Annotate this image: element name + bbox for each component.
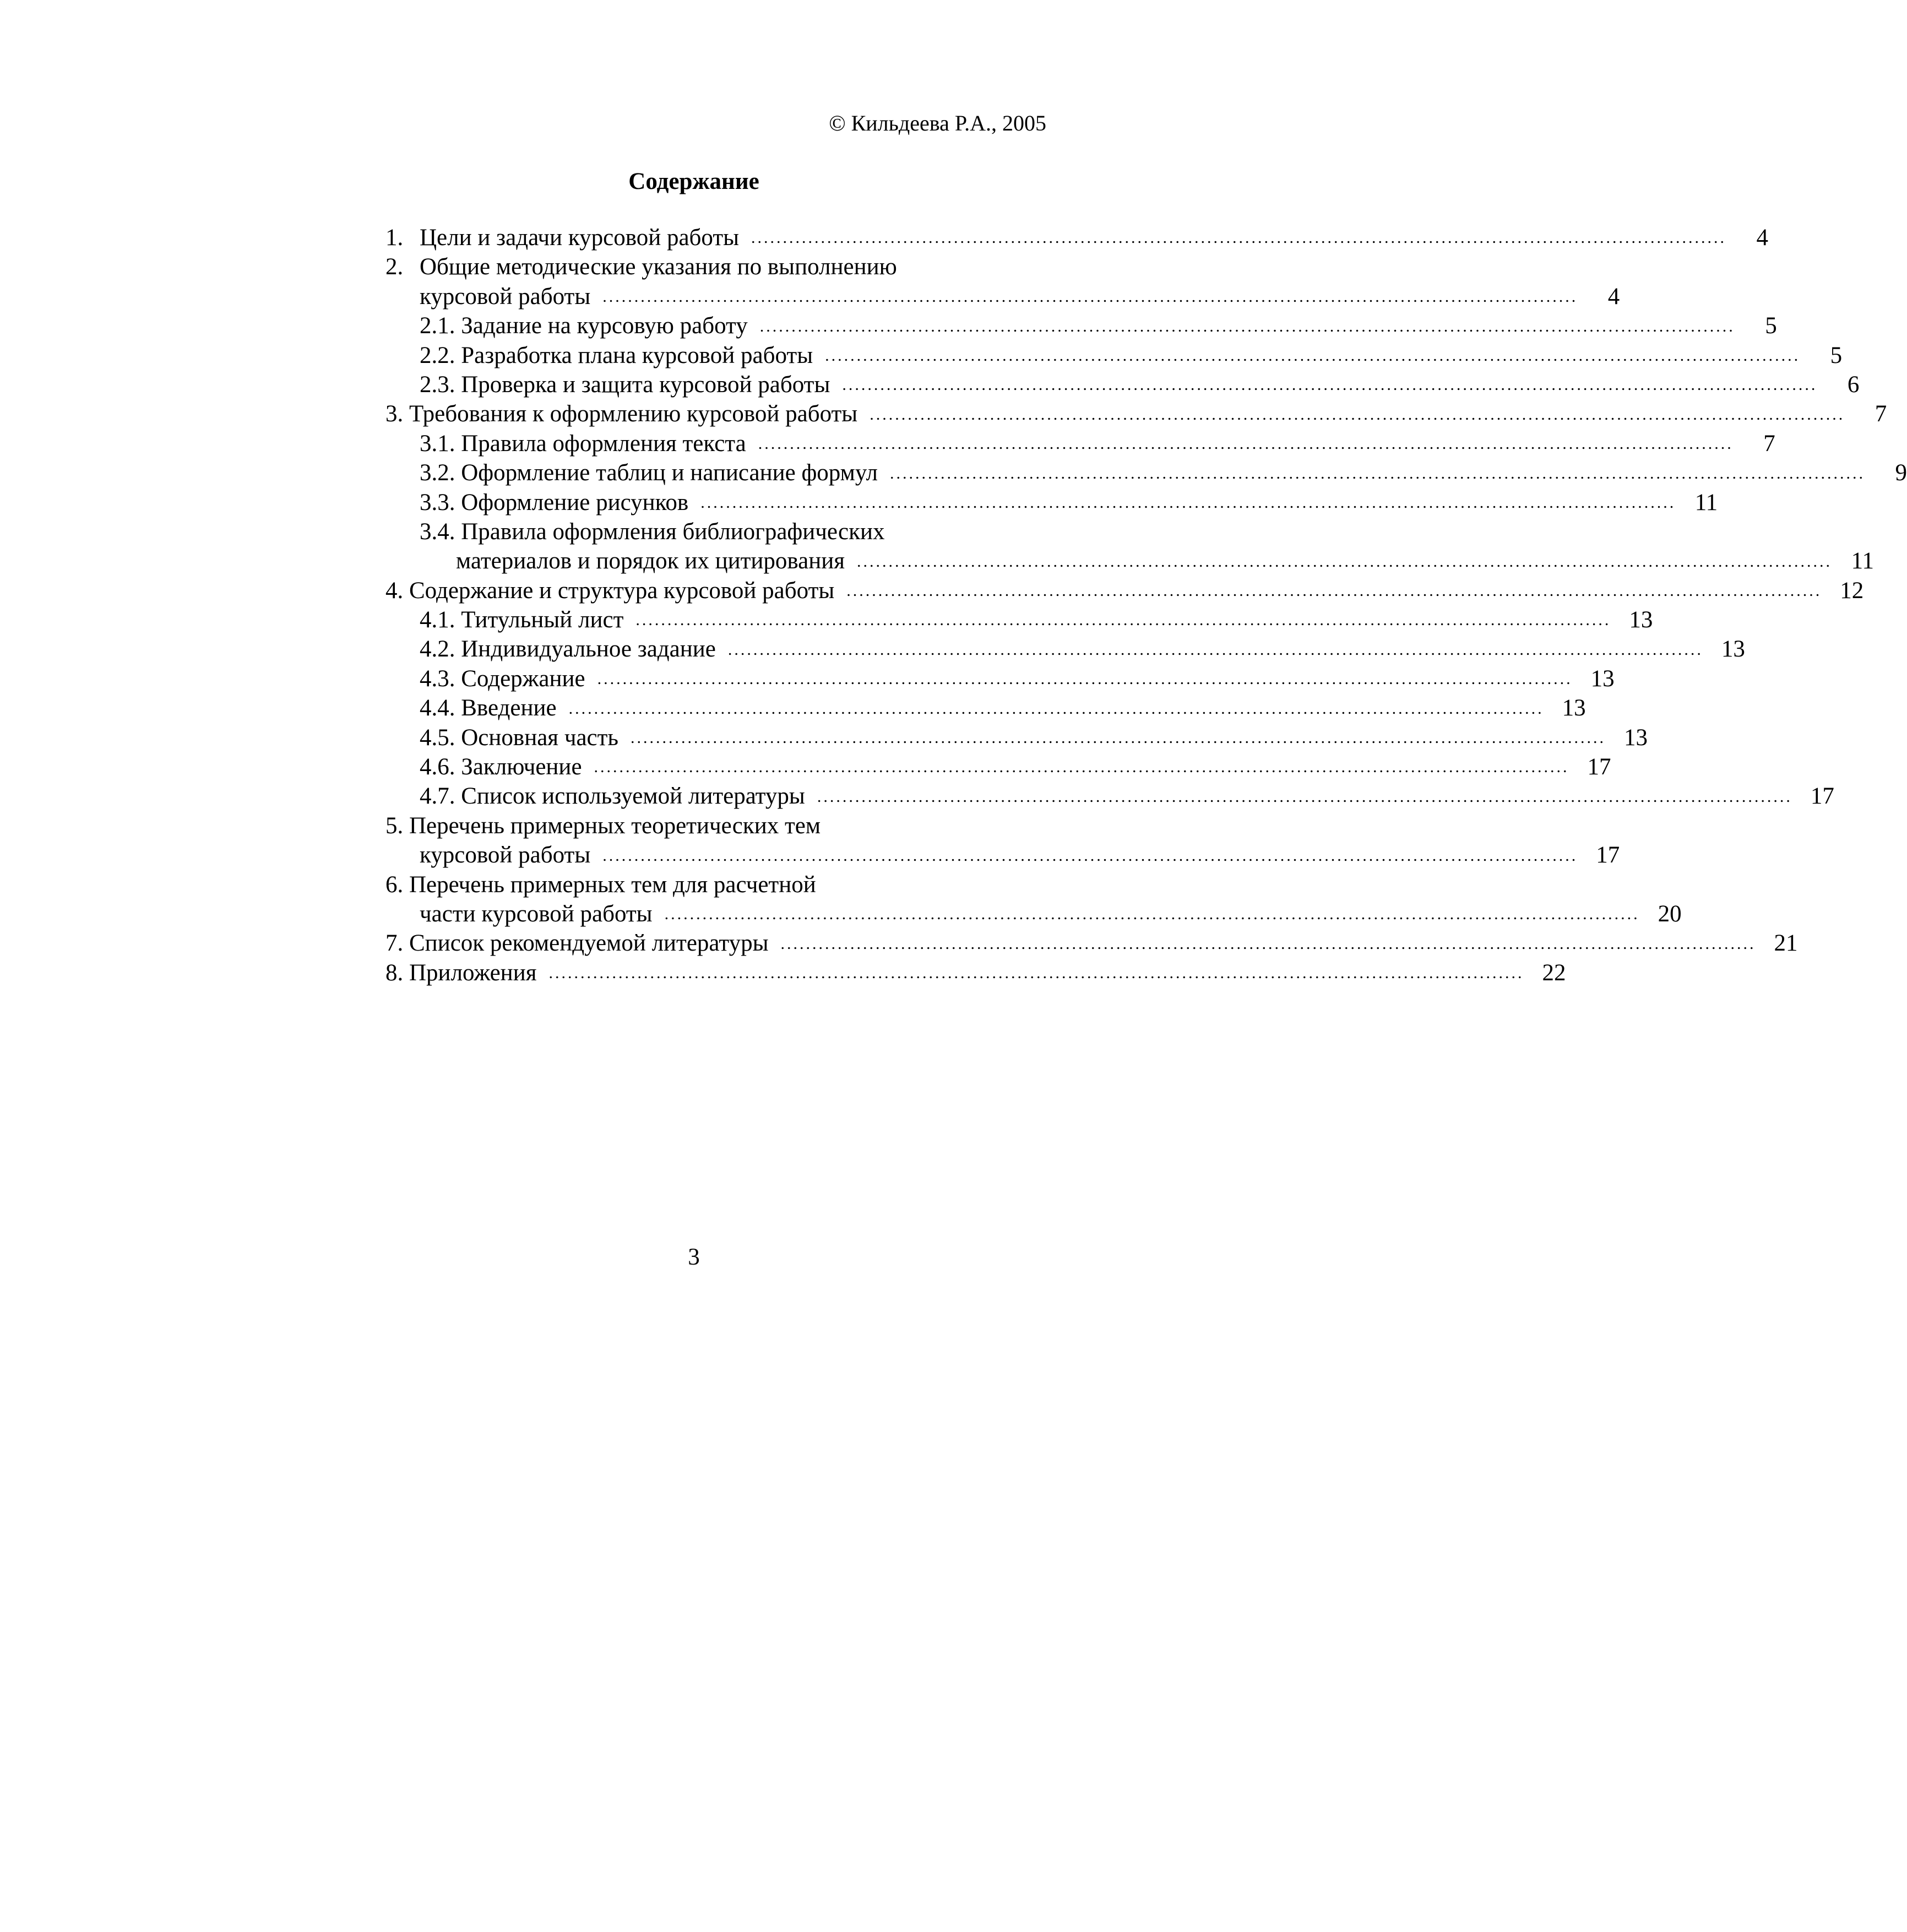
toc-entry[interactable] bbox=[385, 488, 1718, 517]
toc-leader-dots: .......................................................................................................................................................... bbox=[635, 611, 1611, 629]
toc-entry-text: 5. Перечень примерных теоретических тем bbox=[385, 812, 821, 839]
toc-entry-page: 4 bbox=[1607, 283, 1620, 310]
toc-title: Содержание bbox=[628, 169, 759, 194]
toc-entry-page: 7 bbox=[1875, 401, 1887, 427]
toc-entry[interactable] bbox=[385, 782, 1834, 811]
toc-entry-text: 4.6. Заключение bbox=[420, 754, 582, 780]
toc-leader-dots: .......................................................................................................................................................... bbox=[780, 934, 1756, 953]
toc-entry[interactable] bbox=[385, 899, 1682, 929]
toc-entry[interactable] bbox=[385, 399, 1887, 428]
toc-entry-text: курсовой работы bbox=[420, 842, 591, 869]
toc-entry[interactable] bbox=[385, 576, 1864, 605]
toc-leader-dots: .......................................................................................................................................................... bbox=[548, 964, 1524, 983]
toc-entry-text: 7. Список рекомендуемой литературы bbox=[385, 930, 769, 957]
toc-entry-text: 2.3. Проверка и защита курсовой работы bbox=[420, 371, 830, 398]
toc-entry-text: 2.2. Разработка плана курсовой работы bbox=[420, 342, 813, 368]
toc-entry-page: 13 bbox=[1590, 665, 1615, 692]
toc-leader-dots: .......................................................................................................................................................... bbox=[817, 787, 1792, 806]
toc-entry[interactable] bbox=[385, 634, 1745, 664]
toc-entry[interactable] bbox=[385, 252, 1052, 281]
toc-entry-text: 4.4. Введение bbox=[420, 695, 557, 721]
toc-entry-page: 5 bbox=[1830, 342, 1843, 368]
toc-entry-text: 2.1. Задание на курсовую работу bbox=[420, 313, 748, 339]
copyright-notice: © Кильдеева Р.А., 2005 bbox=[829, 111, 1046, 135]
toc-entry[interactable] bbox=[385, 870, 1052, 899]
toc-entry-page: 20 bbox=[1658, 900, 1682, 927]
toc-leader-dots: .......................................................................................................................................................... bbox=[631, 729, 1606, 747]
toc-entry-page: 21 bbox=[1774, 930, 1798, 957]
toc-entry-text: 3.4. Правила оформления библиографических bbox=[420, 518, 885, 545]
toc-entry-text: 4.5. Основная часть bbox=[420, 724, 619, 751]
toc-entry[interactable] bbox=[385, 811, 1052, 840]
toc-entry-text: 3.3. Оформление рисунков bbox=[420, 489, 689, 515]
toc-entry[interactable] bbox=[385, 693, 1586, 723]
toc-entry-page: 9 bbox=[1895, 460, 1907, 486]
toc-entry-page: 13 bbox=[1629, 607, 1653, 633]
toc-entry-page: 5 bbox=[1765, 313, 1777, 339]
toc-entry-text: 3.1. Правила оформления текста bbox=[420, 430, 746, 457]
toc-leader-dots: .......................................................................................................................................................... bbox=[597, 670, 1573, 688]
toc-entry-text: 6. Перечень примерных тем для расчетной bbox=[385, 871, 816, 898]
toc-entry-page: 17 bbox=[1810, 783, 1834, 810]
toc-leader-dots: .......................................................................................................................................................... bbox=[870, 405, 1845, 424]
toc-entry[interactable] bbox=[385, 605, 1653, 634]
toc-entry-page: 17 bbox=[1596, 842, 1620, 869]
toc-entry-page: 6 bbox=[1847, 371, 1860, 398]
page-number: 3 bbox=[688, 1244, 700, 1270]
toc-entry-page: 17 bbox=[1587, 754, 1611, 780]
toc-entry-text: 4.7. Список используемой литературы bbox=[420, 783, 805, 810]
toc-leader-dots: .......................................................................................................................................................... bbox=[602, 287, 1578, 306]
toc-entry[interactable] bbox=[385, 311, 1777, 340]
toc-entry-number: 1. bbox=[385, 224, 404, 251]
toc-entry-text: материалов и порядок их цитирования bbox=[456, 548, 845, 574]
toc-entry[interactable] bbox=[385, 723, 1648, 752]
toc-leader-dots: .......................................................................................................................................................... bbox=[727, 640, 1703, 659]
toc-entry-page: 4 bbox=[1756, 224, 1769, 251]
toc-leader-dots: .......................................................................................................................................................... bbox=[759, 317, 1735, 335]
toc-entry[interactable] bbox=[385, 546, 1875, 576]
toc-entry-text: Цели и задачи курсовой работы bbox=[420, 224, 740, 251]
toc-entry[interactable] bbox=[385, 370, 1860, 399]
toc-entry[interactable] bbox=[385, 840, 1620, 870]
toc-entry-text: 4.3. Содержание bbox=[420, 665, 585, 692]
toc-entry[interactable] bbox=[385, 282, 1620, 311]
toc-entry[interactable] bbox=[385, 223, 1769, 252]
toc-entry[interactable] bbox=[385, 929, 1798, 958]
toc-leader-dots: .......................................................................................................................................................... bbox=[846, 582, 1822, 600]
toc-entry-text: 4. Содержание и структура курсовой работы bbox=[385, 577, 835, 604]
toc-entry[interactable] bbox=[385, 458, 1907, 487]
table-of-contents bbox=[385, 223, 1907, 987]
toc-leader-dots: .......................................................................................................................................................... bbox=[751, 229, 1727, 247]
toc-entry-text: 4.1. Титульный лист bbox=[420, 607, 624, 633]
toc-leader-dots: .......................................................................................................................................................... bbox=[889, 464, 1865, 482]
toc-entry-text: 4.2. Индивидуальное задание bbox=[420, 636, 716, 663]
toc-entry[interactable] bbox=[385, 517, 1052, 546]
toc-leader-dots: .......................................................................................................................................................... bbox=[857, 552, 1833, 571]
toc-entry-page: 11 bbox=[1694, 489, 1718, 515]
toc-entry-text: 3.2. Оформление таблиц и написание формул bbox=[420, 460, 878, 486]
toc-entry[interactable] bbox=[385, 429, 1775, 458]
toc-entry-page: 7 bbox=[1763, 430, 1775, 457]
toc-entry-text: части курсовой работы bbox=[420, 900, 653, 927]
toc-leader-dots: .......................................................................................................................................................... bbox=[842, 376, 1818, 394]
toc-entry-text: курсовой работы bbox=[420, 283, 591, 310]
toc-entry[interactable] bbox=[385, 752, 1611, 782]
toc-entry[interactable] bbox=[385, 341, 1843, 370]
toc-leader-dots: .......................................................................................................................................................... bbox=[825, 346, 1801, 365]
toc-entry[interactable] bbox=[385, 664, 1615, 693]
toc-entry-page: 13 bbox=[1721, 636, 1745, 663]
toc-leader-dots: .......................................................................................................................................................... bbox=[700, 493, 1676, 512]
toc-entry-page: 13 bbox=[1562, 695, 1586, 721]
toc-leader-dots: .......................................................................................................................................................... bbox=[758, 435, 1734, 453]
toc-entry-number: 2. bbox=[385, 254, 404, 280]
toc-leader-dots: .......................................................................................................................................................... bbox=[664, 905, 1640, 924]
toc-entry-text: Общие методические указания по выполнению bbox=[420, 254, 897, 280]
toc-entry[interactable] bbox=[385, 958, 1566, 987]
toc-entry-text: 8. Приложения bbox=[385, 959, 537, 986]
toc-entry-page: 12 bbox=[1840, 577, 1864, 604]
toc-leader-dots: .......................................................................................................................................................... bbox=[594, 758, 1569, 777]
toc-entry-text: 3. Требования к оформлению курсовой работы bbox=[385, 401, 858, 427]
toc-entry-page: 11 bbox=[1851, 548, 1875, 574]
toc-leader-dots: .......................................................................................................................................................... bbox=[602, 846, 1578, 865]
toc-entry-page: 22 bbox=[1542, 959, 1566, 986]
toc-entry-page: 13 bbox=[1624, 724, 1648, 751]
toc-leader-dots: .......................................................................................................................................................... bbox=[568, 699, 1544, 718]
